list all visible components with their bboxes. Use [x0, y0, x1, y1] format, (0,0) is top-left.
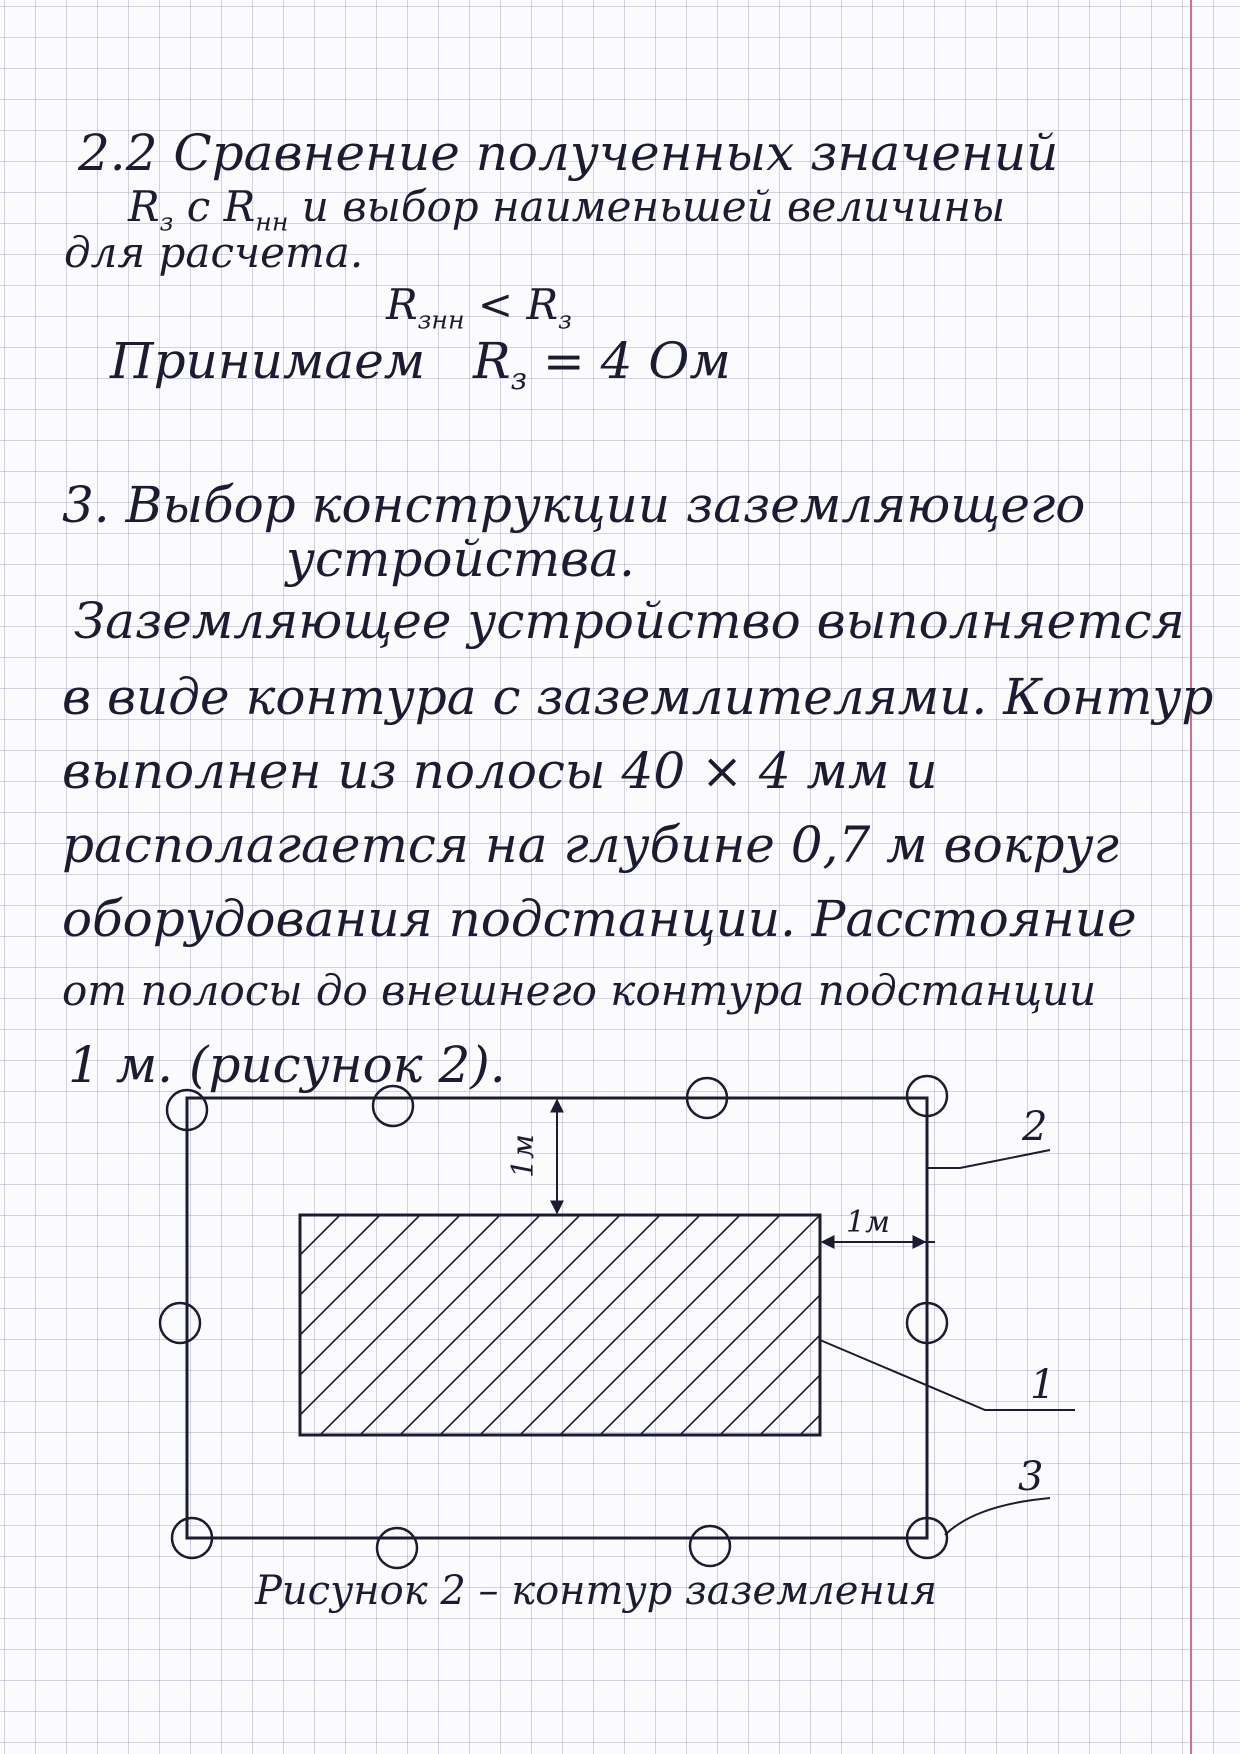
inequality-left-symbol: R: [386, 280, 418, 329]
rnn-symbol: R: [223, 182, 256, 231]
accept-value: = 4 Ом: [542, 332, 731, 390]
section-2-2-line3: для расчета.: [64, 228, 364, 277]
paragraph-line-1: Заземляющее устройство выполняется: [74, 592, 1185, 650]
paragraph-line-4: располагается на глубине 0,7 м вокруг: [62, 816, 1119, 874]
accept-subscript: з: [510, 362, 527, 397]
paragraph-line-6: от полосы до внешнего контура подстанции: [62, 966, 1097, 1015]
dimension-horizontal-label: 1м: [846, 1205, 890, 1240]
ground-electrode: [373, 1086, 413, 1126]
paragraph-line-5: оборудования подстанции. Расстояние: [62, 890, 1137, 948]
accept-word: Принимаем: [110, 332, 426, 390]
paragraph-line-2: в виде контура с заземлителями. Контур: [62, 668, 1214, 726]
ground-electrode: [160, 1303, 200, 1343]
label-1: 1: [1030, 1362, 1056, 1408]
equipment-area: [300, 1215, 820, 1435]
inequality-left-subscript: знн: [417, 305, 465, 335]
r3-symbol: R: [128, 182, 160, 231]
rnn-subscript: нн: [255, 207, 289, 237]
ground-electrode: [690, 1526, 730, 1566]
ground-electrode: [377, 1528, 417, 1568]
inequality-sign: <: [477, 280, 514, 329]
r3-subscript: з: [159, 207, 174, 237]
dimension-vertical-label: 1м: [506, 1134, 541, 1178]
equipment-hatching: [300, 1215, 1180, 1735]
section-2-2-line2-rest: и выбор наименьшей величины: [301, 182, 1006, 231]
leader-line-3: [945, 1498, 1050, 1535]
accept-symbol: R: [472, 332, 511, 390]
inequality-right-subscript: з: [558, 305, 572, 335]
paragraph-line-7: 1 м. (рисунок 2).: [68, 1036, 506, 1094]
section-2-2-heading: 2.2 Сравнение полученных значений: [78, 124, 1059, 182]
paragraph-line-3: выполнен из полосы 40 × 4 мм и: [62, 742, 938, 800]
label-3: 3: [1018, 1454, 1044, 1500]
figure-caption: Рисунок 2 – контур заземления: [255, 1568, 938, 1614]
leader-line-2: [927, 1150, 1050, 1168]
section-3-heading-line2: устройства.: [286, 530, 635, 588]
label-2: 2: [1022, 1104, 1048, 1150]
section-3-heading: 3. Выбор конструкции заземляющего: [62, 476, 1086, 534]
conjunction-c: с: [186, 182, 211, 231]
inequality-right-symbol: R: [526, 280, 559, 329]
